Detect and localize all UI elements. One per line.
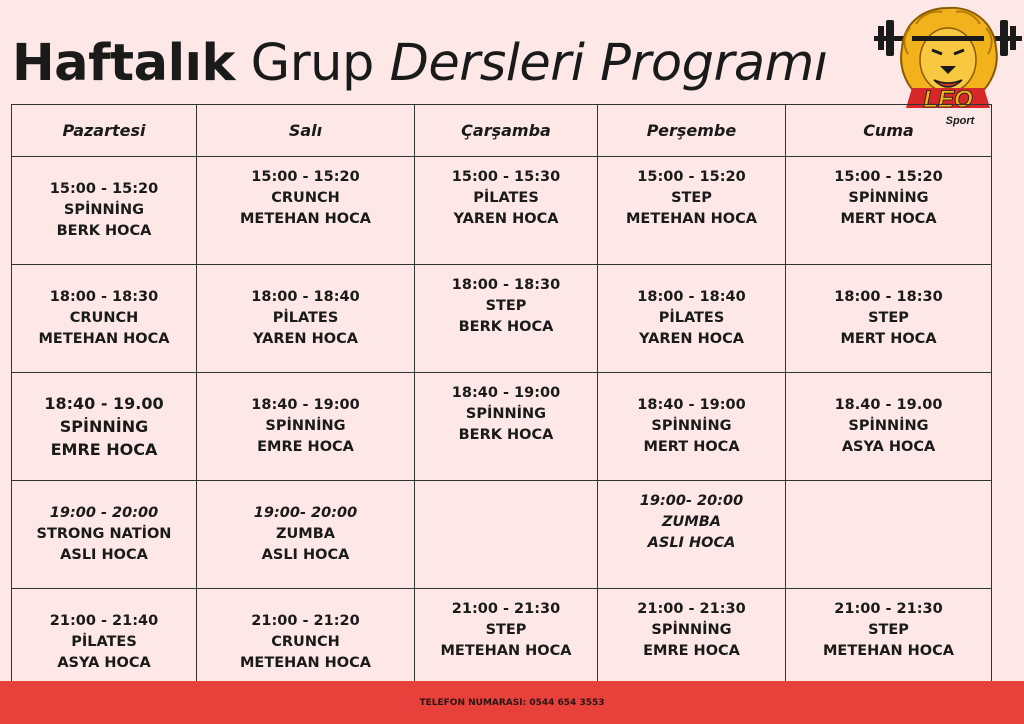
class-cell	[197, 157, 415, 265]
class-instructor: YAREN HOCA	[453, 211, 559, 227]
class-cell	[786, 373, 992, 481]
class-cell	[12, 373, 197, 481]
class-instructor: ASYA HOCA	[57, 655, 151, 671]
class-instructor: ASYA HOCA	[841, 439, 936, 455]
class-name: SPİNNİNG	[848, 190, 929, 206]
class-time: 18:00 - 18:30	[451, 277, 561, 293]
class-name: STEP	[868, 310, 909, 326]
class-cell	[197, 265, 415, 373]
class-name: PİLATES	[71, 634, 137, 650]
class-instructor: BERK HOCA	[56, 223, 152, 239]
class-name: SPİNNİNG	[63, 202, 145, 218]
class-time: 21:00 - 21:40	[49, 613, 159, 629]
class-instructor: MERT HOCA	[840, 211, 937, 227]
class-instructor: ASLI HOCA	[647, 535, 736, 551]
day-header: Pazartesi	[12, 105, 197, 157]
title-part-haftalik: Haftalık	[12, 34, 235, 93]
title-part-dersleri: Dersleri Programı	[389, 34, 828, 93]
class-name: STEP	[485, 298, 527, 314]
class-name: SPİNNİNG	[59, 417, 149, 436]
class-cell	[415, 373, 598, 481]
class-cell	[197, 373, 415, 481]
class-name: STRONG NATİON	[36, 526, 172, 542]
table-row	[12, 373, 992, 481]
class-instructor: MERT HOCA	[643, 439, 740, 455]
class-instructor: YAREN HOCA	[639, 331, 744, 347]
class-name: PİLATES	[473, 190, 539, 206]
table-row	[12, 157, 992, 265]
class-instructor: METEHAN HOCA	[626, 211, 757, 227]
day-header: Cuma	[786, 105, 992, 157]
class-instructor: MERT HOCA	[840, 331, 937, 347]
class-cell	[598, 157, 786, 265]
class-cell	[598, 265, 786, 373]
table-row	[12, 481, 992, 589]
class-time: 21:00 - 21:30	[637, 601, 746, 617]
class-instructor: METEHAN HOCA	[240, 211, 371, 227]
class-name: PİLATES	[272, 310, 339, 326]
day-header: Çarşamba	[415, 105, 598, 157]
class-name: STEP	[671, 190, 712, 206]
class-time: 21:00 - 21:20	[251, 613, 360, 629]
class-time: 19:00- 20:00	[253, 505, 358, 521]
class-time: 19:00 - 20:00	[49, 505, 159, 521]
logo-subtext: Sport	[945, 115, 975, 127]
class-name: CRUNCH	[271, 190, 340, 206]
class-time: 21:00 - 21:30	[451, 601, 561, 617]
class-instructor: ASLI HOCA	[60, 547, 148, 563]
class-name: CRUNCH	[271, 634, 340, 650]
class-instructor: METEHAN HOCA	[38, 331, 170, 347]
class-instructor: BERK HOCA	[458, 319, 554, 335]
class-cell	[598, 373, 786, 481]
class-cell	[415, 157, 598, 265]
class-name: PİLATES	[658, 310, 725, 326]
class-time: 15:00 - 15:30	[451, 169, 561, 185]
title-part-grup: Grup	[234, 34, 390, 93]
class-cell	[197, 481, 415, 589]
class-cell	[12, 481, 197, 589]
class-name: ZUMBA	[276, 526, 335, 542]
class-instructor: EMRE HOCA	[643, 643, 740, 659]
header-row	[12, 105, 992, 157]
class-time: 18:00 - 18:30	[49, 289, 159, 305]
class-time: 18:00 - 18:40	[251, 289, 360, 305]
class-name: SPİNNİNG	[848, 418, 929, 434]
class-instructor: EMRE HOCA	[257, 439, 354, 455]
class-instructor: EMRE HOCA	[50, 440, 158, 459]
class-name: SPİNNİNG	[651, 622, 732, 638]
class-instructor: BERK HOCA	[458, 427, 554, 443]
class-cell	[415, 265, 598, 373]
class-time: 18:00 - 18:30	[834, 289, 943, 305]
class-cell	[786, 265, 992, 373]
class-cell	[786, 157, 992, 265]
class-cell	[598, 481, 786, 589]
class-time: 18.40 - 19.00	[834, 397, 943, 413]
table-row	[12, 265, 992, 373]
class-time: 15:00 - 15:20	[251, 169, 360, 185]
class-name: STEP	[485, 622, 527, 638]
class-time: 15:00 - 15:20	[49, 181, 159, 197]
class-name: STEP	[868, 622, 909, 638]
class-cell-empty	[786, 481, 992, 589]
class-time: 18:00 - 18:40	[637, 289, 746, 305]
class-name: ZUMBA	[662, 514, 721, 530]
class-instructor: METEHAN HOCA	[240, 655, 371, 671]
page-title	[12, 30, 828, 98]
footer-bar	[0, 681, 1024, 724]
logo-text: LEO	[923, 86, 973, 113]
class-time: 18:40 - 19:00	[637, 397, 746, 413]
class-name: SPİNNİNG	[265, 418, 346, 434]
phone-number: TELEFON NUMARASI: 0544 654 3553	[419, 697, 605, 708]
class-instructor: YAREN HOCA	[253, 331, 358, 347]
class-name: SPİNNİNG	[465, 406, 547, 422]
class-time: 18:40 - 19.00	[44, 394, 164, 413]
class-instructor: METEHAN HOCA	[440, 643, 572, 659]
class-name: SPİNNİNG	[651, 418, 732, 434]
class-name: CRUNCH	[69, 310, 139, 326]
class-cell-empty	[415, 481, 598, 589]
class-time: 18:40 - 19:00	[251, 397, 360, 413]
class-time: 21:00 - 21:30	[834, 601, 943, 617]
class-cell	[12, 265, 197, 373]
class-instructor: ASLI HOCA	[261, 547, 350, 563]
class-time: 15:00 - 15:20	[637, 169, 746, 185]
class-time: 19:00- 20:00	[639, 493, 744, 509]
schedule-table	[11, 104, 992, 697]
class-time: 18:40 - 19:00	[451, 385, 561, 401]
day-header: Perşembe	[598, 105, 786, 157]
class-cell	[12, 157, 197, 265]
class-instructor: METEHAN HOCA	[823, 643, 954, 659]
class-time: 15:00 - 15:20	[834, 169, 943, 185]
day-header: Salı	[197, 105, 415, 157]
